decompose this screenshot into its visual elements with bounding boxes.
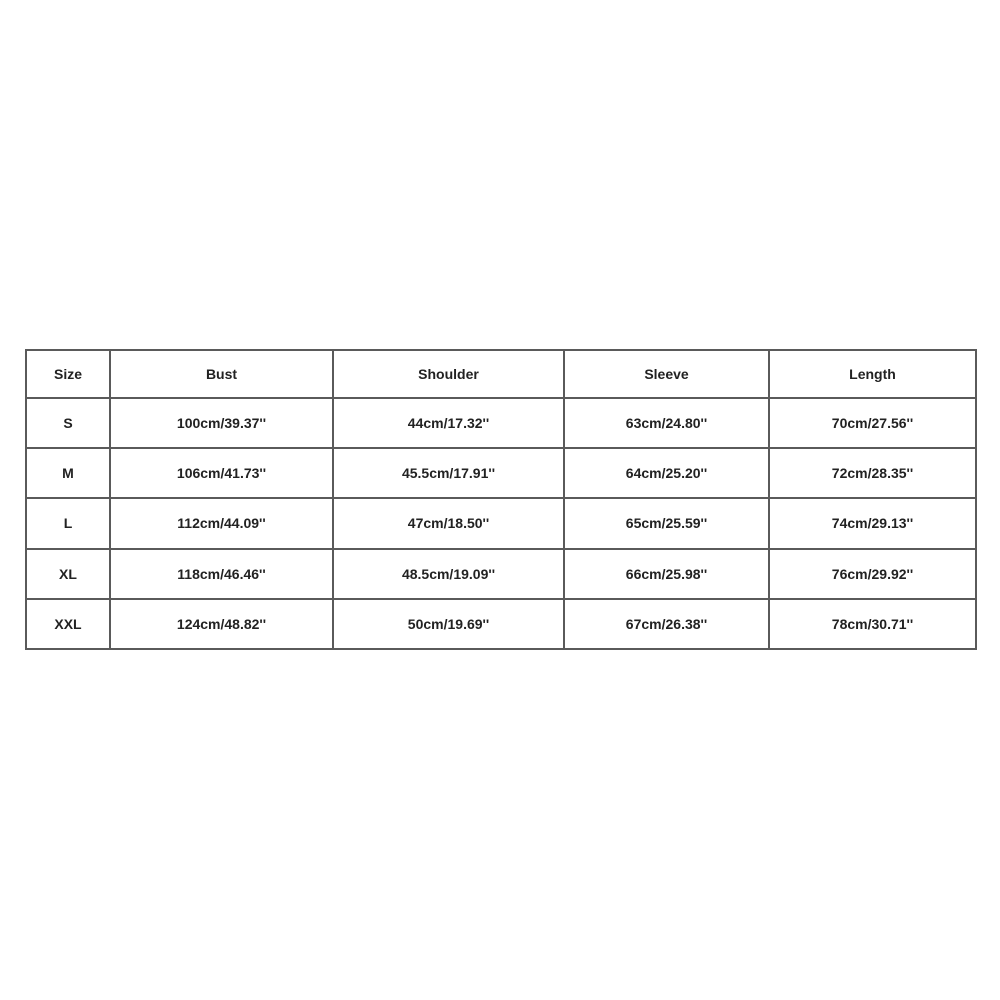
table-header-row	[26, 350, 976, 398]
cell-bust: 106cm/41.73''	[110, 448, 333, 498]
cell-sleeve: 64cm/25.20''	[564, 448, 769, 498]
cell-size: S	[26, 398, 110, 448]
table-row	[26, 599, 976, 649]
cell-shoulder: 44cm/17.32''	[333, 398, 564, 448]
cell-size: XL	[26, 549, 110, 599]
cell-bust: 124cm/48.82''	[110, 599, 333, 649]
cell-size: M	[26, 448, 110, 498]
table-row	[26, 498, 976, 548]
cell-shoulder: 50cm/19.69''	[333, 599, 564, 649]
cell-size: XXL	[26, 599, 110, 649]
cell-sleeve: 65cm/25.59''	[564, 498, 769, 548]
table-row	[26, 448, 976, 498]
cell-size: L	[26, 498, 110, 548]
cell-shoulder: 45.5cm/17.91''	[333, 448, 564, 498]
header-size: Size	[26, 350, 110, 398]
header-shoulder: Shoulder	[333, 350, 564, 398]
header-sleeve: Sleeve	[564, 350, 769, 398]
header-bust: Bust	[110, 350, 333, 398]
cell-length: 76cm/29.92''	[769, 549, 976, 599]
cell-shoulder: 47cm/18.50''	[333, 498, 564, 548]
size-chart-table	[25, 349, 977, 650]
cell-bust: 118cm/46.46''	[110, 549, 333, 599]
cell-length: 70cm/27.56''	[769, 398, 976, 448]
table-row	[26, 549, 976, 599]
table-row	[26, 398, 976, 448]
header-length: Length	[769, 350, 976, 398]
cell-shoulder: 48.5cm/19.09''	[333, 549, 564, 599]
cell-sleeve: 63cm/24.80''	[564, 398, 769, 448]
cell-length: 74cm/29.13''	[769, 498, 976, 548]
cell-length: 72cm/28.35''	[769, 448, 976, 498]
cell-sleeve: 66cm/25.98''	[564, 549, 769, 599]
cell-bust: 112cm/44.09''	[110, 498, 333, 548]
cell-bust: 100cm/39.37''	[110, 398, 333, 448]
cell-sleeve: 67cm/26.38''	[564, 599, 769, 649]
cell-length: 78cm/30.71''	[769, 599, 976, 649]
